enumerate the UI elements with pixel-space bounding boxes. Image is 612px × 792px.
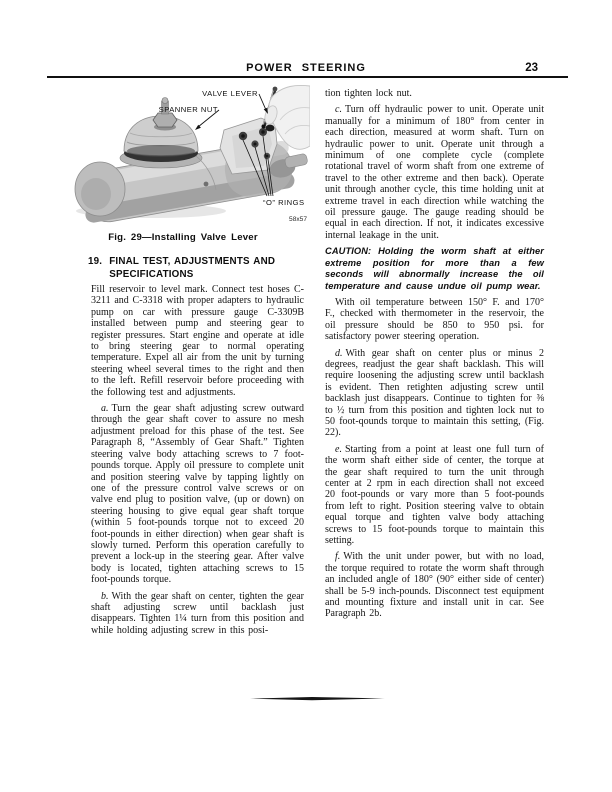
left-column (91, 284, 304, 636)
section-title-line1: FINAL TEST, ADJUSTMENTS AND (109, 256, 276, 267)
section-number: 19. (88, 256, 103, 267)
paragraph-f-letter: f. (335, 551, 341, 563)
paragraph-d-letter: d. (335, 347, 343, 359)
valve-lever-label: VALVE LEVER (202, 89, 258, 98)
oil-temperature-paragraph: With oil temperature between 150° F. and 170° F., checked with thermometer in the reservoir, the oil pressure should be 850 to 950 psi. for satisfactory power steering operation. (325, 296, 544, 343)
paragraph-f-text: With the unit under power, but with no load, the torque required to rotate the worm shaft through an included angle of 180° (90° either side of center) shall be 5-9 inch-pounds. Disconnect test equipment and mounting fixture and install unit in car. See Paragraph 2b. (325, 551, 544, 620)
paragraph-b (91, 591, 304, 637)
steering-gear-photo-illustration (56, 84, 310, 226)
paragraph-c-text: Turn off hydraulic power to unit. Operate unit manually for a minimum of 180° from center in each direction, measured at worm shaft. Turn on hydraulic power to unit. Operate unit through a minimum of one complete cycle (complete rotational travel of worm shaft from one extreme of travel to the other extreme and then back). Operate unit through another cycle, this time holding unit at extreme travel in each direction while watching the oil pressure gauge. The gauge reading should be equal in each direction. If not, it indicates excessive internal leakage in the unit. (325, 104, 544, 241)
paragraph-d-text: With gear shaft on center plus or minus 2 degrees, readjust the gear shaft backlash. This will require loosening the adjusting screw until backlash is evident. Then retighten adjusting screw until backlash just disappears. Continue to tighten for ⅜ to ½ turn from this position and tighten lock nut to 50 foot-qounds torque to maintain this setting, (Fig. 22). (325, 347, 544, 439)
section-end-divider (250, 688, 385, 692)
paragraph-c (325, 104, 544, 241)
o-rings-label: “O” RINGS (263, 198, 305, 207)
paragraph-a-text: Turn the gear shaft adjusting screw outward through the gear shaft cover to assure no mesh adjustment preload for this phase of the test. See Paragraph 8, “Assembly of Gear Shaft.” Tighten steering valve body attaching screws to 7 foot-pounds torque. Apply oil pressure to complete unit and position steering valve by tapping lightly on one of the pressure control valve screws or on valve end plug to position valve, (up or down) on steering housing to give equal gear shaft torque (within 5 foot-pounds torque not to exceed 20 foot-pounds in either direction) when gear shaft is slowly turned. Perform this operation carefully to prevent a lock-up in the steering gear. After valve body is located, tighten attaching screws to 15 foot-pounds torque. (91, 403, 304, 586)
figure-caption: Fig. 29—Installing Valve Lever (108, 232, 258, 243)
header-rule (47, 76, 568, 78)
figure-29 (56, 84, 310, 226)
caution-paragraph: CAUTION: Holding the worm shaft at either extreme position for more than a few seconds will abnormally increase the oil temperature and cause undue oil pump wear. (325, 246, 544, 291)
photo-id-label: 58x57 (289, 216, 307, 223)
right-column (325, 88, 544, 620)
paragraph-a-letter: a. (101, 403, 109, 415)
page-number: 23 (525, 62, 538, 74)
paragraph-f (325, 551, 544, 619)
page-title: POWER STEERING (246, 62, 366, 74)
section-heading (88, 255, 308, 281)
paragraph-b-letter: b. (101, 590, 109, 602)
paragraph-d (325, 348, 544, 439)
section-title-line2: SPECIFICATIONS (109, 269, 194, 280)
paragraph-c-letter: c. (335, 104, 342, 116)
paragraph-e-text: Starting from a point at least one full turn of the worm shaft either side of center, the torque at the gear shaft required to turn the unit through center at 2 rpm in each direction shall not exceed 20 foot-pounds or vary more than 5 foot-pounds from left to right. Position steering valve to obtain equal torque and tighten valve body attaching screws to 15 foot-pounds torque to maintain this setting. (325, 443, 544, 547)
continuation-line: tion tighten lock nut. (325, 88, 412, 99)
paragraph-b-text: With the gear shaft on center, tighten the gear shaft adjusting screw until backlash just disappears. Tighten 1¼ turn from this position and while holding adjusting screw in this posi- (91, 590, 304, 636)
paragraph-a (91, 403, 304, 586)
paragraph-e-letter: e. (335, 443, 342, 455)
intro-paragraph: Fill reservoir to level mark. Connect test hoses C-3211 and C-3318 with proper adapters to hydraulic pump on car with pressure gauge C-3309B installed between pump and steering gear to register pressures. Start engine and operate at idle to bring steering gear to normal operating temperature. Expel all air from the unit by turning steering wheel several times to the right and then to the left. Refill reservoir before proceeding with the following test and adjustments. (91, 284, 304, 398)
paragraph-e (325, 444, 544, 547)
spanner-nut-label: SPANNER NUT (158, 105, 218, 114)
